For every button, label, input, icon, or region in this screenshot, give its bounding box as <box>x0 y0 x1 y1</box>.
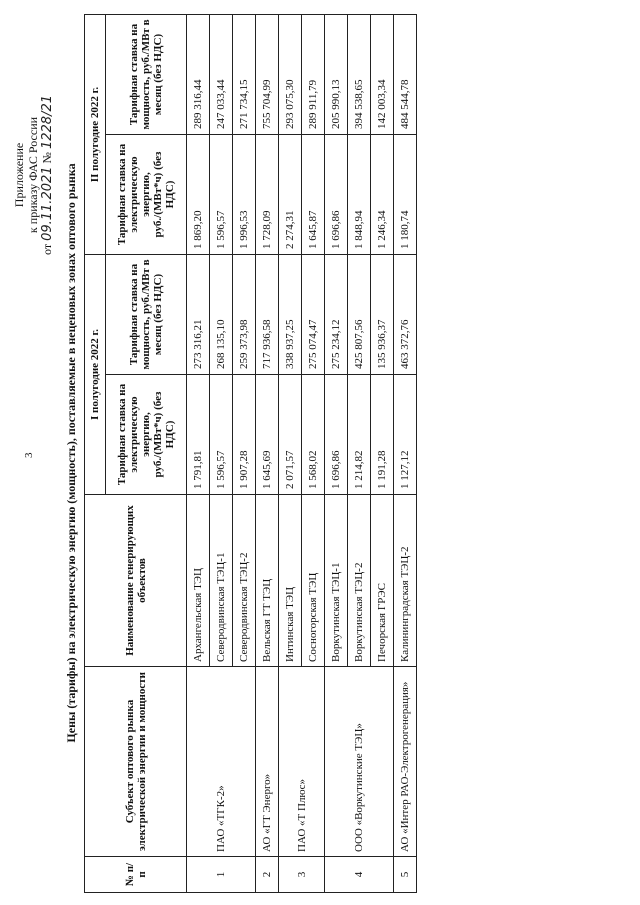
cell-energy-h1: 1 696,86 <box>325 375 348 495</box>
cell-num: 4 <box>325 857 394 893</box>
cell-energy-h2: 1 180,74 <box>394 135 417 255</box>
cell-num: 3 <box>279 857 325 893</box>
cell-energy-h1: 1 791,81 <box>187 375 210 495</box>
cell-power-h2: 142 003,34 <box>371 15 394 135</box>
cell-power-h2: 755 704,99 <box>256 15 279 135</box>
cell-power-h1: 135 936,37 <box>371 255 394 375</box>
table-body <box>187 15 417 893</box>
cell-object: Вельская ГТ ТЭЦ <box>256 495 279 667</box>
header-subject: Субъект оптового рынка электрической энергии и мощности <box>85 667 187 857</box>
cell-power-h2: 484 544,78 <box>394 15 417 135</box>
cell-energy-h2: 1 996,53 <box>233 135 256 255</box>
cell-power-h2: 205 990,13 <box>325 15 348 135</box>
cell-power-h1: 425 807,56 <box>348 255 371 375</box>
cell-energy-h1: 1 645,69 <box>256 375 279 495</box>
table-row <box>325 15 348 893</box>
cell-subject: ПАО «ТГК-2» <box>187 667 256 857</box>
cell-energy-h2: 1 728,09 <box>256 135 279 255</box>
header-num: № п/п <box>85 857 187 893</box>
cell-object: Северодвинская ТЭЦ-2 <box>233 495 256 667</box>
header-power-rate-h2: Тарифная ставка на мощность, руб./МВт в месяц (без НДС) <box>106 15 187 135</box>
cell-power-h1: 273 316,21 <box>187 255 210 375</box>
table-row <box>256 15 279 893</box>
document-title: Цены (тарифы) на электрическую энергию (мощность), поставляемые в неценовых зонах оптового рынка <box>64 163 78 743</box>
cell-energy-h1: 1 568,02 <box>302 375 325 495</box>
cell-energy-h2: 1 645,87 <box>302 135 325 255</box>
cell-object: Северодвинская ТЭЦ-1 <box>210 495 233 667</box>
cell-subject: АО «Интер РАО-Электрогенерация» <box>394 667 417 857</box>
cell-energy-h2: 1 596,57 <box>210 135 233 255</box>
cell-power-h1: 275 074,47 <box>302 255 325 375</box>
cell-energy-h1: 1 214,82 <box>348 375 371 495</box>
cell-subject: АО «ГТ Энерго» <box>256 667 279 857</box>
tariff-table <box>84 14 417 893</box>
handwritten-number: 1228/21 <box>40 95 55 150</box>
cell-energy-h2: 1 696,86 <box>325 135 348 255</box>
cell-object: Интинская ТЭЦ <box>279 495 302 667</box>
cell-subject: ПАО «Т Плюс» <box>279 667 325 857</box>
cell-energy-h2: 1 246,34 <box>371 135 394 255</box>
appendix-date-number <box>40 45 55 305</box>
cell-num: 2 <box>256 857 279 893</box>
cell-object: Воркутинская ТЭЦ-1 <box>325 495 348 667</box>
cell-object: Печорская ГРЭС <box>371 495 394 667</box>
appendix-header <box>12 45 55 305</box>
cell-energy-h2: 1 869,20 <box>187 135 210 255</box>
table-header <box>85 15 187 893</box>
cell-power-h2: 293 075,30 <box>279 15 302 135</box>
header-energy-rate-h1: Тарифная ставка на электрическую энергию, руб./(МВт*ч) (без НДС) <box>106 375 187 495</box>
cell-power-h2: 271 734,15 <box>233 15 256 135</box>
cell-power-h1: 259 373,98 <box>233 255 256 375</box>
appendix-label: Приложение <box>12 142 26 208</box>
cell-num: 5 <box>394 857 417 893</box>
cell-energy-h1: 1 191,28 <box>371 375 394 495</box>
header-object: Наименование генерирующих объектов <box>85 495 187 667</box>
cell-object: Сосногорская ТЭЦ <box>302 495 325 667</box>
table-row <box>187 15 210 893</box>
cell-subject: ООО «Воркутинские ТЭЦ» <box>325 667 394 857</box>
table-row <box>394 15 417 893</box>
header-energy-rate-h2: Тарифная ставка на электрическую энергию, руб./(МВт*ч) (без НДС) <box>106 135 187 255</box>
cell-power-h2: 247 033,44 <box>210 15 233 135</box>
cell-power-h1: 275 234,12 <box>325 255 348 375</box>
cell-power-h2: 289 316,44 <box>187 15 210 135</box>
handwritten-date: 09.11.2021 <box>40 166 55 241</box>
cell-power-h2: 394 538,65 <box>348 15 371 135</box>
cell-object: Архангельская ТЭЦ <box>187 495 210 667</box>
cell-num: 1 <box>187 857 256 893</box>
page-number: 3 <box>23 452 35 458</box>
cell-energy-h1: 2 071,57 <box>279 375 302 495</box>
date-prefix: от <box>40 243 54 255</box>
cell-energy-h1: 1 127,12 <box>394 375 417 495</box>
header-half-2: II полугодие 2022 г. <box>85 15 106 255</box>
cell-power-h1: 338 937,25 <box>279 255 302 375</box>
header-power-rate-h1: Тарифная ставка на мощность, руб./МВт в месяц (без НДС) <box>106 255 187 375</box>
cell-energy-h1: 1 907,28 <box>233 375 256 495</box>
cell-energy-h1: 1 596,57 <box>210 375 233 495</box>
header-half-1: I полугодие 2022 г. <box>85 255 106 495</box>
cell-energy-h2: 2 274,31 <box>279 135 302 255</box>
cell-power-h2: 289 911,79 <box>302 15 325 135</box>
number-prefix: № <box>40 152 54 164</box>
cell-power-h1: 717 936,58 <box>256 255 279 375</box>
cell-energy-h2: 1 848,94 <box>348 135 371 255</box>
cell-object: Калининградская ТЭЦ-2 <box>394 495 417 667</box>
table-row <box>279 15 302 893</box>
cell-object: Воркутинская ТЭЦ-2 <box>348 495 371 667</box>
appendix-order-ref: к приказу ФАС России <box>26 116 40 234</box>
cell-power-h1: 463 372,76 <box>394 255 417 375</box>
cell-power-h1: 268 135,10 <box>210 255 233 375</box>
